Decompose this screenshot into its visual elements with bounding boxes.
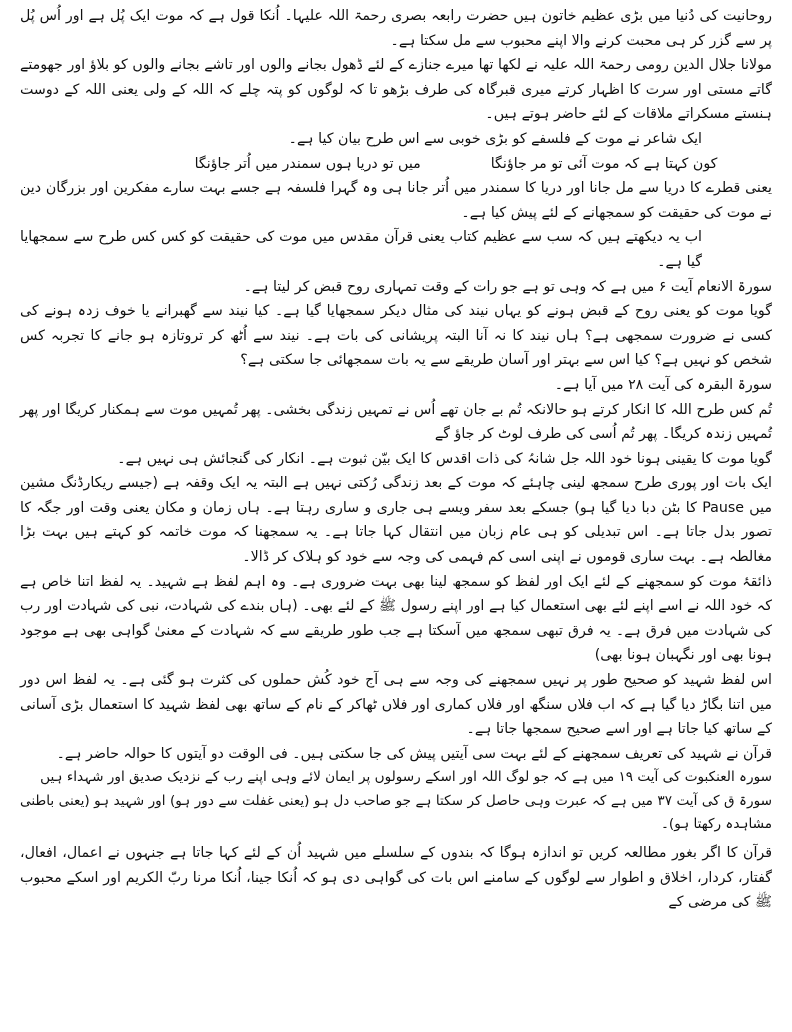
- paragraph-death-certainty: گویا موت کا یقینی ہونا خود اللہ جل شانہُ کی ذات اقدس کا ایک بیّن ثبوت ہے۔ انکار کی گنجائش ہی نہیں ہے۔: [117, 450, 772, 467]
- paragraph-shaheed-meaning: ذائقۂ موت کو سمجھنے کے لئے ایک اور لفظ کو سمجھ لینا بھی بہت ضروری ہے۔ وہ اہم لفظ ہے شہید۔ یہ لفظ اتنا خاص ہے کہ خود اللہ نے اسے اپنے لئے بھی استعمال کیا ہے اور اپنے رسول ﷺ کے لئے بھی۔ (ہاں بندے کی شہادت، نبی کی شہادت اور رب کی شہادت میں فرق ہے۔ یہ فرق تبھی سمجھ میں آسکتا ہے جب طور طریقے سے کہ شہادت کے معنیٰ گواہی بھی ہے موجود ہونا بھی اور نگہبان ہونا بھی): [20, 573, 772, 664]
- paragraph-sleep-analogy: گویا موت کو یعنی روح کے قبض ہونے کو یہاں نیند کی مثال دیکر سمجھایا گیا ہے۔ کیا نیند سے گھبرانے یا خوف زدہ ہونے کی کسی نے ضرورت سمجھی ہے؟ ہاں نیند کا نہ آنا البتہ پریشانی کی بات ہے۔ نیند سے اُٹھ کر تروتازہ ہو جانے کا تجربہ کس شخص کو نہیں ہے؟ کیا اس سے بہتر اور آسان طریقے سے یہ بات سمجھائی جا سکتی ہے؟: [20, 303, 772, 369]
- paragraph-quran-definition: قرآن نے شہید کی تعریف سمجھنے کے لئے بہت سی آیتیں پیش کی جا سکتی ہیں۔ فی الوقت دو آیتوں کا حوالہ حاضر ہے۔: [56, 745, 772, 762]
- paragraph-surah-anam: سورۃ الانعام آیت ۶ میں ہے کہ وہی تو ہے جو رات کے وقت تمہاری روح قبض کر لیتا ہے۔: [243, 278, 772, 295]
- paragraph-surah-ankabut: سورہ العنکبوت کی آیت ۱۹ میں ہے کہ جو لوگ اللہ اور اسکے رسولوں پر ایمان لائے وہی اپنے رب کے نزدیک صدیق اور شہداء ہیں: [40, 769, 772, 786]
- paragraph-rumi: مولانا جلال الدین رومی رحمۃ اللہ علیہ نے لکھا تھا میرے جنازے کے لئے ڈھول بجانے والوں اور تاشے بجانے والوں کو بلاؤ اور جھومتے گاتے مستی اور سرت کا اظہار کرتے میری قبرگاہ کی طرف بڑھو تا کہ لوگوں کو پتہ چلے کہ اللہ کے ولی یعنی اللہ کے دوست ہنستے مسکراتے ملاقات کے لئے حاضر ہوتے ہیں۔: [20, 57, 772, 123]
- couplet-second-line: میں تو دریا ہوں سمندر میں اُتر جاؤنگا: [194, 155, 421, 172]
- paragraph-surah-qaf: سورۃ ق کی آیت ۳۷ میں ہے کہ عبرت وہی حاصل کر سکتا ہے جو صاحب دل ہو (یعنی غفلت سے دور ہو) اور شہید ہو (یعنی باطنی مشاہدہ رکھتا ہو)۔: [20, 792, 772, 833]
- paragraph-surah-baqarah-ref: سورۃ البقرہ کی آیت ۲۸ میں آیا ہے۔: [554, 376, 772, 393]
- paragraph-drop-river: یعنی قطرے کا دریا سے مل جانا اور دریا کا سمندر میں اُتر جانا ہی وہ گہرا فلسفہ ہے جسے بہت سارے مفکرین اور بزرگان دین نے موت کی حقیقت کو سمجھانے کے لئے پیش کیا ہے۔: [20, 180, 772, 221]
- paragraph-baqarah-translation: تُم کس طرح اللہ کا انکار کرتے ہو حالانکہ تُم بے جان تھے اُس نے تمہیں زندگی بخشی۔ پھر تُمہیں موت سے ہمکنار کریگا اور پھر تُمہیں زندہ کریگا۔ پھر تُم اُسی کی طرف لوٹ کر جاؤ گے: [20, 401, 772, 443]
- paragraph-shaheed-misuse: اس لفظ شہید کو صحیح طور پر نہیں سمجھنے کی وجہ سے ہی آج خود کُش حملوں کی کثرت ہو گئی ہے۔ یہ لفظ اس دور میں اتنا بگاڑ دیا گیا ہے کہ اب فلاں سنگھ اور فلاں کماری اور فلاں ٹھاکر کے نام کے ساتھ بھی لفظ شہید کا استعمال بڑی آسانی کے ساتھ کیا جاتا ہے اور اسے صحیح سمجھا جاتا ہے۔: [20, 672, 772, 738]
- couplet-first-line: کون کہتا ہے کہ موت آئی تو مر جاؤنگا: [490, 155, 718, 172]
- paragraph-poet-intro: ایک شاعر نے موت کے فلسفے کو بڑی خوبی سے اس طرح بیان کیا ہے۔: [288, 130, 702, 147]
- paragraph-quran-intro: اب یہ دیکھتے ہیں کہ سب سے عظیم کتاب یعنی قرآن مقدس میں موت کی حقیقت کو کس کس طرح سے سمجھایا گیا ہے۔: [20, 229, 702, 270]
- poetry-couplet: [20, 152, 772, 177]
- paragraph-rabia-basri: روحانیت کی دُنیا میں بڑی عظیم خاتون ہیں حضرت رابعہ بصری رحمۃ اللہ علیہا۔ اُنکا قول ہے کہ موت ایک پُل ہے اور اُس پُل پر سے گزر کر ہی محبت کرنے والا اپنے محبوب سے مل سکتا ہے۔: [20, 8, 772, 49]
- paragraph-pause-concept: ایک بات اور پوری طرح سمجھ لینی چاہئے کہ موت کے بعد زندگی رُکتی نہیں ہے البتہ یہ ایک وقفہ ہے (جیسے ریکارڈنگ مشین میں Pause کا بٹن دبا دیا گیا ہو) جسکے بعد سفر ویسے ہی جاری و ساری رہتا ہے۔ ہاں زمان و مکان یعنی وقت اور جگہ کا تصور بدل جاتا ہے۔ اس تبدیلی کو ہی عام زبان میں انتقال کہا جاتا ہے۔ یہ سمجھنا کہ موت خاتمہ کو کہتے ہیں بہت بڑا مغالطہ ہے۔ بہت ساری قوموں نے اپنی اسی کم فہمی کی وجہ سے خود کو ہلاک کر ڈالا۔: [20, 475, 772, 566]
- paragraph-quran-study: قرآن کا اگر بغور مطالعہ کریں تو اندازہ ہوگا کہ بندوں کے سلسلے میں شہید اُن کے لئے کہا جاتا ہے جنہوں نے اعمال، افعال، گفتار، کردار، اخلاق و اطوار سے لوگوں کے سامنے اس بات کی گواہی دی ہو کہ اُنکا جینا، اُنکا مرنا ربّ الکریم اور اسکے محبوب ﷺ کی مرضی کے: [20, 844, 772, 911]
